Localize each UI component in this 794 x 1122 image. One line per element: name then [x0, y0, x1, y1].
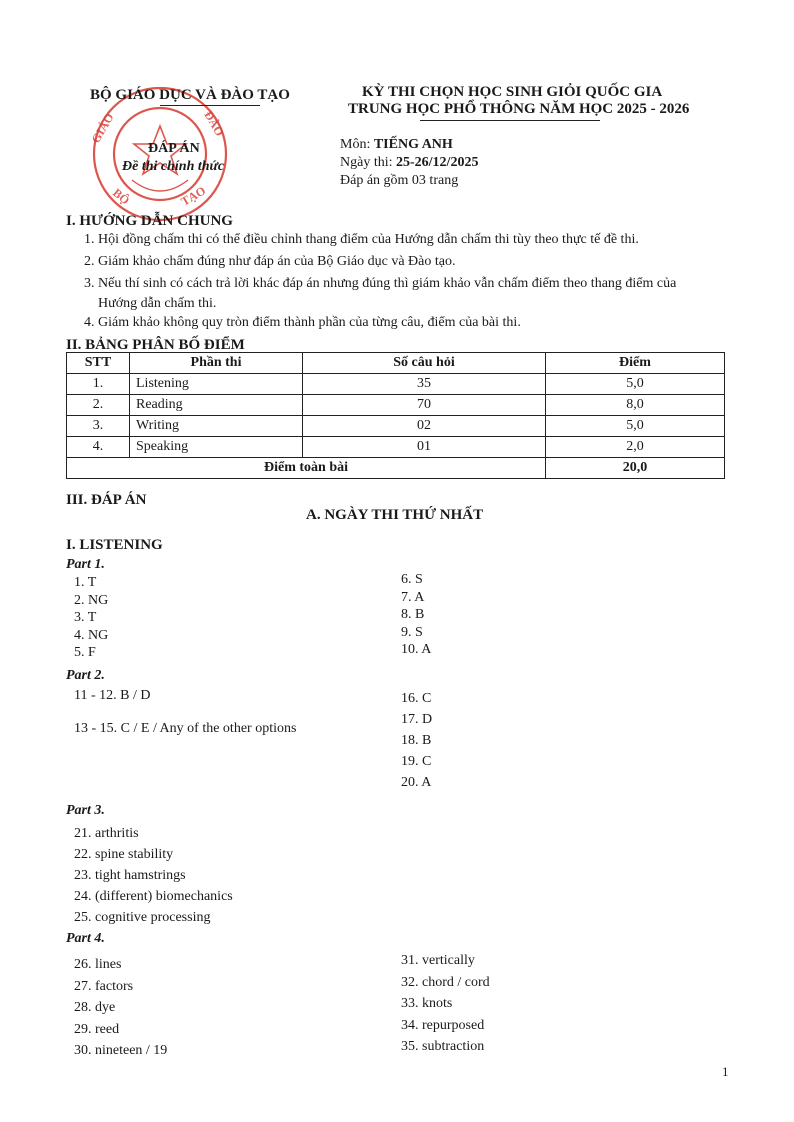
cell-questions: 02	[303, 416, 546, 437]
date-label: Ngày thi:	[340, 155, 396, 170]
answer-item: 9. S	[401, 624, 423, 640]
answer-item: 1. T	[74, 575, 97, 590]
answer-item: 24. (different) biomechanics	[74, 889, 233, 904]
answer-item: 2. NG	[74, 592, 109, 608]
svg-text:GIÁO: GIÁO	[88, 110, 117, 146]
header-stt: STT	[67, 353, 130, 374]
answer-item: 20. A	[401, 775, 432, 790]
answer-item: 32. chord / cord	[401, 974, 490, 990]
exam-title-line1: KỲ THI CHỌN HỌC SINH GIỎI QUỐC GIA	[362, 84, 663, 100]
total-label: Điểm toàn bài	[67, 458, 546, 479]
cell-questions: 35	[303, 374, 546, 395]
section-score-table-title: II. BẢNG PHÂN BỐ ĐIỂM	[66, 337, 245, 353]
part3-answers	[74, 823, 233, 928]
header-points: Điểm	[546, 353, 725, 374]
guidance-item-4: 4. Giám khảo không quy tròn điểm thành phần của từng câu, điểm của bài thi.	[84, 315, 521, 330]
date-value: 25-26/12/2025	[396, 155, 479, 170]
guidance-item-2: 2. Giám khảo chấm đúng như đáp án của Bộ Giáo dục và Đào tạo.	[84, 254, 456, 269]
cell-points: 5,0	[546, 416, 725, 437]
subject-label: Môn:	[340, 137, 374, 152]
answer-item: 6. S	[401, 572, 423, 587]
title-underline	[420, 120, 600, 121]
cell-part: Reading	[130, 395, 303, 416]
svg-text:TẠO: TẠO	[178, 183, 209, 209]
svg-text:ĐÀO: ĐÀO	[201, 108, 227, 139]
answer-item: 17. D	[401, 712, 433, 727]
answer-item: 29. reed	[74, 1021, 120, 1037]
total-value: 20,0	[546, 458, 725, 479]
cell-stt: 1.	[67, 374, 130, 395]
part1-title: Part 1.	[66, 557, 105, 572]
answer-item: 27. factors	[74, 978, 134, 994]
cell-stt: 4.	[67, 437, 130, 458]
svg-text:BỘ: BỘ	[110, 185, 133, 208]
answer-item: 16. C	[401, 691, 432, 706]
cell-points: 5,0	[546, 374, 725, 395]
answer-item: 4. NG	[74, 627, 109, 643]
answer-item: 8. B	[401, 607, 425, 622]
answer-item: 25. cognitive processing	[74, 910, 211, 925]
listening-title: I. LISTENING	[66, 537, 163, 553]
header-questions: Số câu hỏi	[303, 353, 546, 374]
part2-right-answers	[401, 688, 432, 793]
ministry-name: BỘ GIÁO DỤC VÀ ĐÀO TẠO	[90, 87, 290, 103]
section-answers-title: III. ĐÁP ÁN	[66, 492, 147, 508]
score-distribution-table	[66, 352, 725, 479]
answer-item: 7. A	[401, 589, 425, 605]
answer-item: 26. lines	[74, 957, 122, 972]
part1-left-answers	[74, 574, 108, 662]
day-one-title: A. NGÀY THI THỨ NHẤT	[306, 507, 484, 523]
answer-item: 23. tight hamstrings	[74, 868, 186, 883]
answer-item: 34. repurposed	[401, 1017, 485, 1033]
table-total-row	[67, 458, 725, 479]
cell-stt: 3.	[67, 416, 130, 437]
answer-item: 13 - 15. C / E / Any of the other options	[74, 721, 297, 736]
answer-item: 5. F	[74, 645, 96, 660]
guidance-item-1: 1. Hội đồng chấm thi có thể điều chỉnh thang điểm của Hướng dẫn chấm thi tùy theo thực tế đề thi.	[84, 232, 639, 247]
part2-title: Part 2.	[66, 668, 105, 683]
answer-item: 18. B	[401, 733, 432, 748]
cell-part: Speaking	[130, 437, 303, 458]
header-underline	[160, 105, 260, 106]
cell-questions: 01	[303, 437, 546, 458]
answer-item: 10. A	[401, 642, 432, 657]
date-line	[340, 155, 478, 171]
cell-stt: 2.	[67, 395, 130, 416]
cell-part: Writing	[130, 416, 303, 437]
answer-item: 31. vertically	[401, 953, 475, 968]
table-row	[67, 395, 725, 416]
table-row	[67, 416, 725, 437]
subject-line	[340, 137, 453, 153]
part1-right-answers	[401, 571, 431, 659]
answer-key-label: ĐÁP ÁN	[148, 141, 200, 156]
page-number: 1	[722, 1064, 729, 1079]
subject-value: TIẾNG ANH	[373, 137, 453, 152]
answer-item: 22. spine stability	[74, 847, 174, 862]
table-row	[67, 437, 725, 458]
table-row	[67, 374, 725, 395]
table-header-row	[67, 353, 725, 374]
answer-item: 11 - 12. B / D	[74, 688, 151, 703]
answer-item: 35. subtraction	[401, 1039, 485, 1054]
answer-item: 28. dye	[74, 1000, 116, 1015]
guidance-item-3-cont: Hướng dẫn chấm thi.	[98, 296, 217, 311]
answer-item: 19. C	[401, 754, 432, 769]
official-exam-label: Đề thi chính thức	[122, 159, 225, 174]
cell-part: Listening	[130, 374, 303, 395]
header-part: Phần thi	[130, 353, 303, 374]
cell-points: 2,0	[546, 437, 725, 458]
answer-item: 30. nineteen / 19	[74, 1043, 168, 1058]
part3-title: Part 3.	[66, 803, 105, 818]
answer-item: 3. T	[74, 610, 97, 625]
exam-title-line2: TRUNG HỌC PHỔ THÔNG NĂM HỌC 2025 - 2026	[348, 101, 690, 117]
page-count: Đáp án gồm 03 trang	[340, 173, 459, 188]
part4-left-answers	[74, 954, 167, 1062]
cell-questions: 70	[303, 395, 546, 416]
answer-item: 21. arthritis	[74, 826, 139, 841]
guidance-item-3: 3. Nếu thí sinh có cách trả lời khác đáp án nhưng đúng thì giám khảo vẫn chấm điểm theo thang điểm của	[84, 276, 677, 291]
part4-title: Part 4.	[66, 931, 105, 946]
answer-item: 33. knots	[401, 996, 453, 1011]
cell-points: 8,0	[546, 395, 725, 416]
section-general-guidance-title: I. HƯỚNG DẪN CHUNG	[66, 213, 233, 229]
part4-right-answers	[401, 950, 490, 1058]
